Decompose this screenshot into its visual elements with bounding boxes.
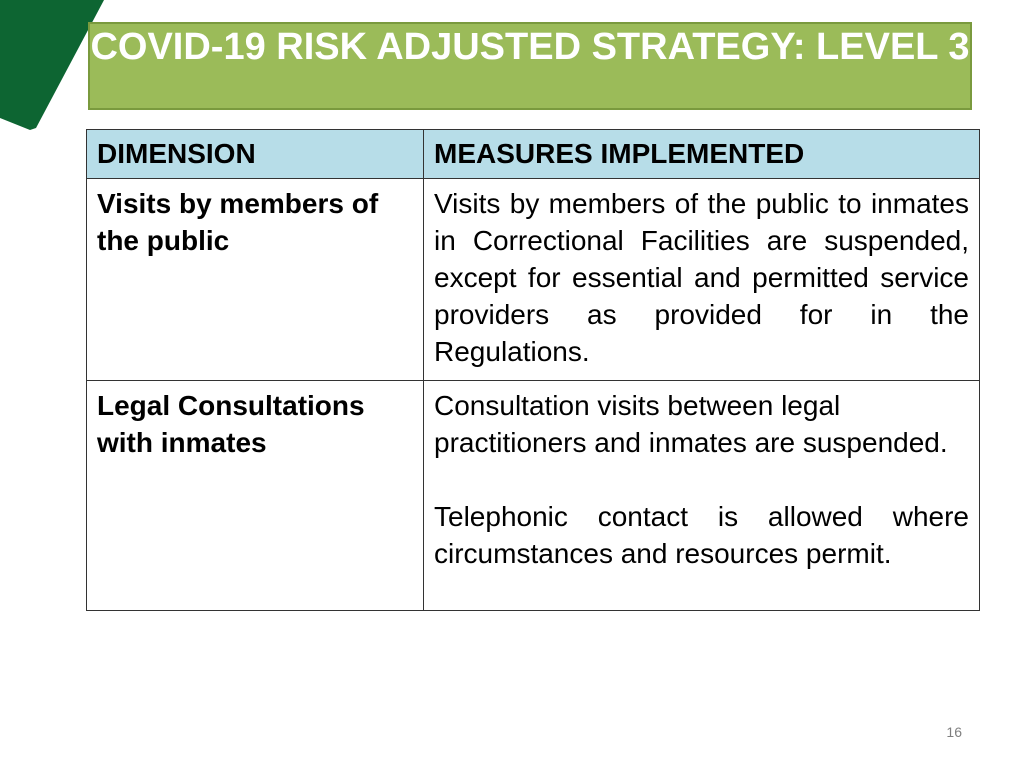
measures-table (86, 129, 980, 611)
measures-cell (424, 179, 980, 381)
measure-text: Visits by members of the public to inmates in Correctional Facilities are suspended, except for essential and permitted service providers as provided for in the Regulations. (434, 188, 969, 367)
dimension-cell: Legal Consultations with inmates (87, 381, 424, 611)
page-number: 16 (946, 724, 962, 740)
dimension-cell: Visits by members of the public (87, 179, 424, 381)
slide-title: COVID-19 RISK ADJUSTED STRATEGY: LEVEL 3 (90, 26, 970, 68)
measure-text: Telephonic contact is allowed where circumstances and resources permit. (434, 501, 969, 569)
measure-text: Consultation visits between legal practitioners and inmates are suspended. (434, 390, 948, 458)
table-row (87, 179, 980, 381)
measures-cell (424, 381, 980, 611)
header-dimension: DIMENSION (87, 130, 424, 179)
header-measures: MEASURES IMPLEMENTED (424, 130, 980, 179)
table-row (87, 381, 980, 611)
table-header-row (87, 130, 980, 179)
